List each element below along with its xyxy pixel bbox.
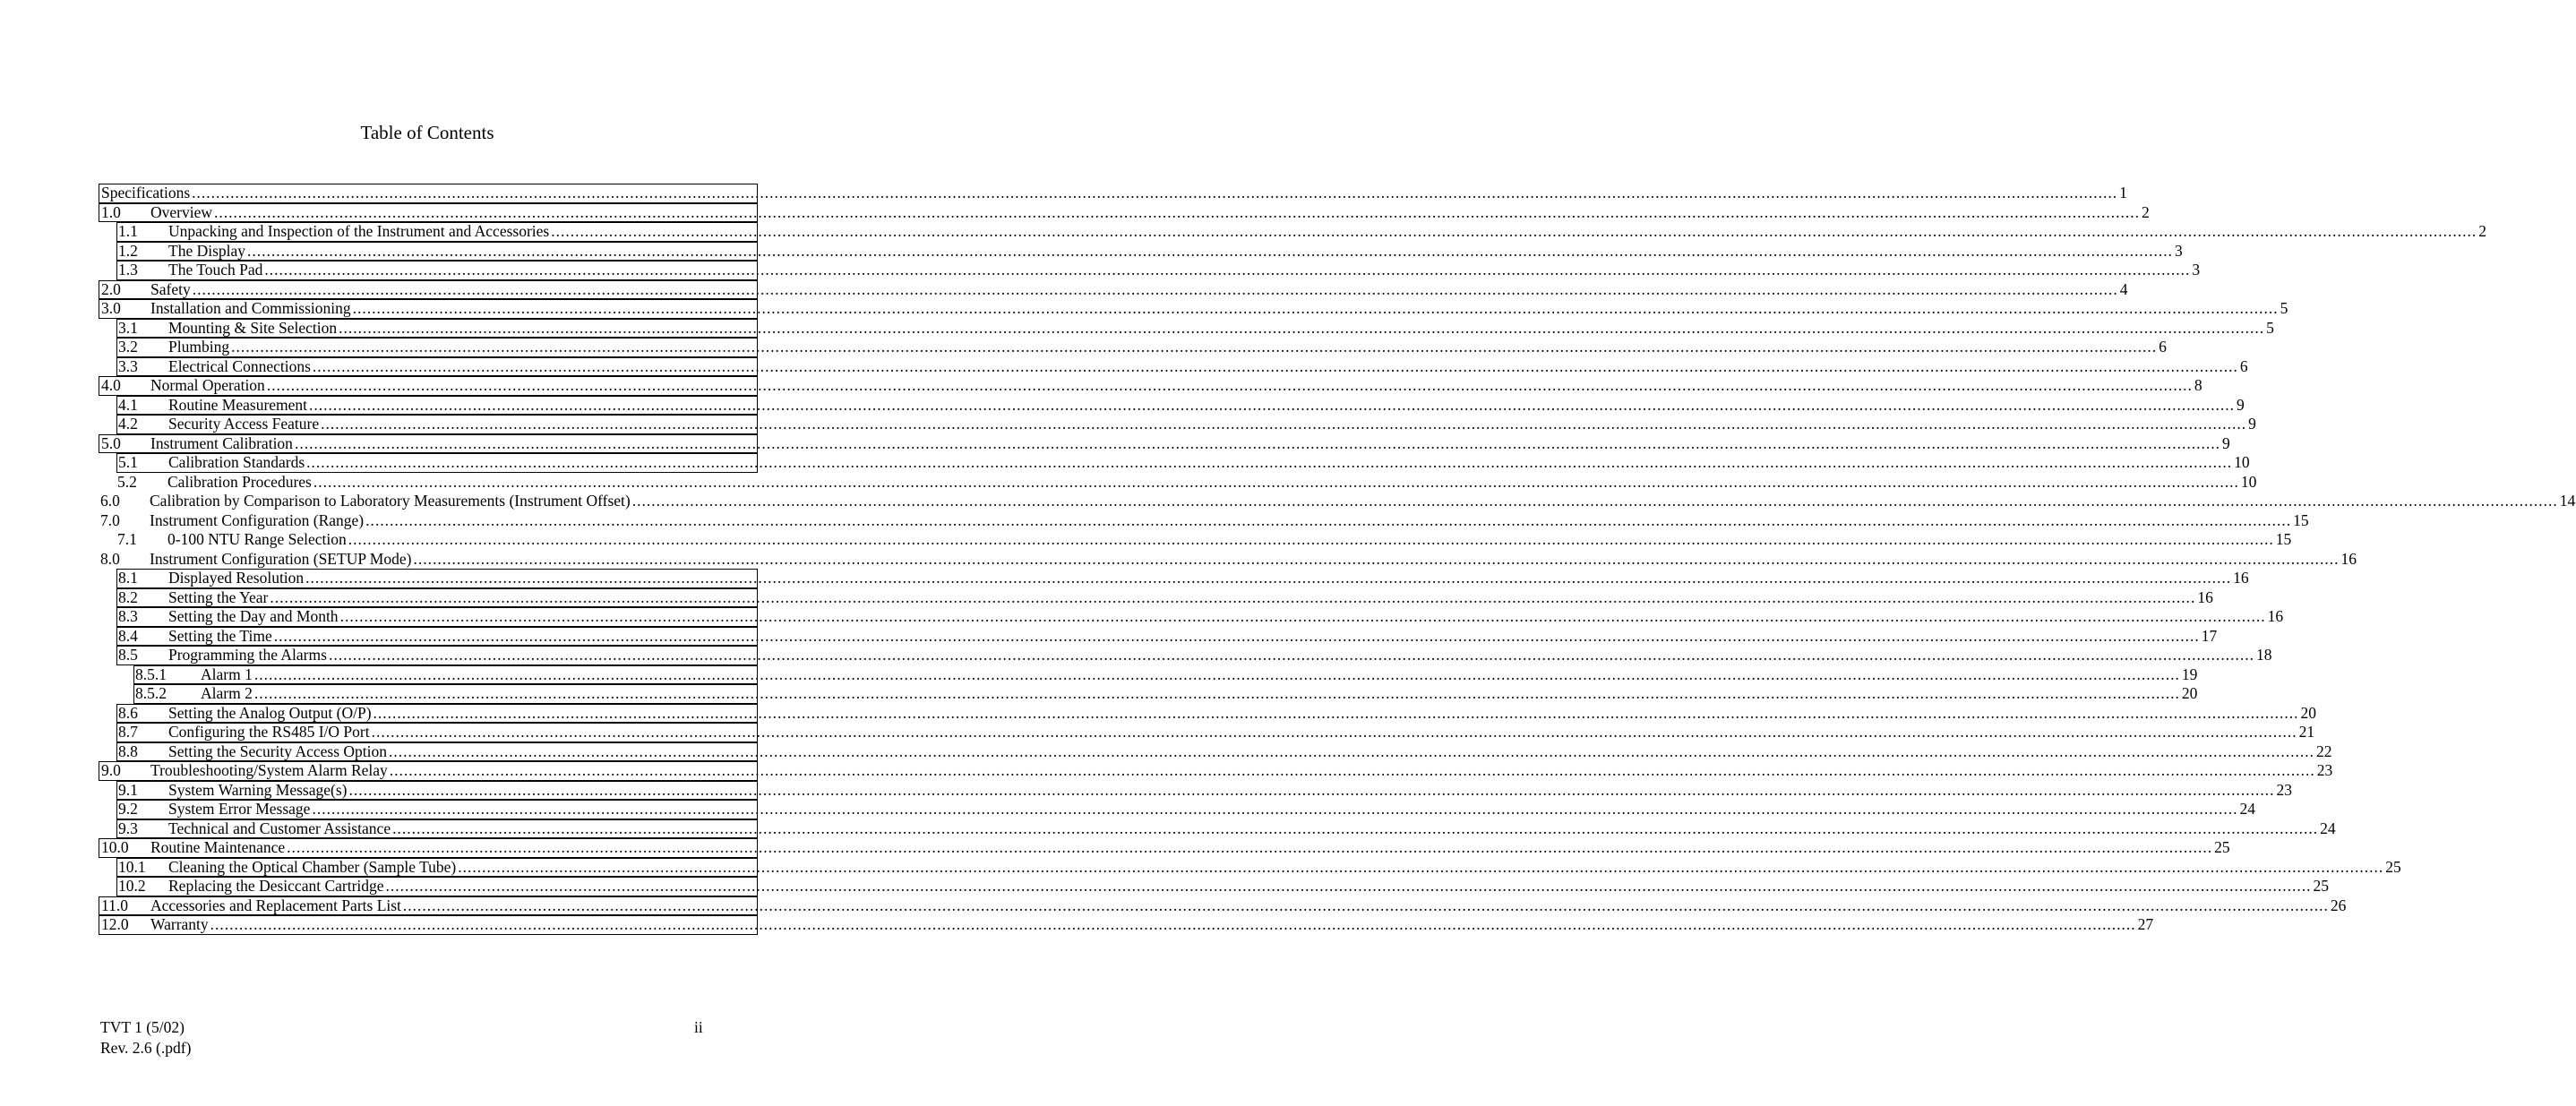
toc-entry[interactable] bbox=[116, 703, 2317, 724]
toc-entry[interactable] bbox=[116, 222, 2486, 242]
toc-dot-leader: ................................................................................................................................................................................................................................................................................................................................................................................................................ bbox=[247, 241, 2174, 260]
toc-section-number: 4.0 bbox=[101, 376, 121, 395]
toc-entry[interactable] bbox=[99, 376, 2202, 396]
toc-entry[interactable] bbox=[116, 569, 2249, 588]
toc-section-number: 8.0 bbox=[100, 549, 120, 568]
toc-dot-leader: ................................................................................................................................................................................................................................................................................................................................................................................................................ bbox=[389, 742, 2314, 760]
toc-section-title: Calibration Standards bbox=[168, 453, 305, 472]
toc-page-number: 25 bbox=[2385, 857, 2401, 876]
toc-section-title: Alarm 2 bbox=[201, 684, 253, 703]
toc-section-number: 8.4 bbox=[118, 626, 138, 645]
toc-entry[interactable] bbox=[116, 646, 2272, 665]
toc-page-number: 21 bbox=[2298, 723, 2315, 742]
toc-section-number: 10.2 bbox=[118, 877, 146, 896]
toc-page-number: 25 bbox=[2313, 877, 2330, 896]
toc-dot-leader: ................................................................................................................................................................................................................................................................................................................................................................................................................ bbox=[214, 202, 2141, 221]
toc-section-number: 8.2 bbox=[118, 587, 138, 606]
toc-section-number: 1.1 bbox=[118, 222, 138, 241]
toc-page-number: 22 bbox=[2316, 742, 2332, 760]
toc-dot-leader: ................................................................................................................................................................................................................................................................................................................................................................................................................ bbox=[264, 261, 2191, 279]
footer-doc-id: TVT 1 (5/02) bbox=[100, 1018, 185, 1036]
toc-dot-leader: ................................................................................................................................................................................................................................................................................................................................................................................................................ bbox=[348, 780, 2275, 799]
toc-section-title: Calibration Procedures bbox=[167, 472, 312, 491]
toc-section-number: 5.0 bbox=[101, 433, 121, 452]
toc-section-title: Overview bbox=[150, 202, 213, 221]
toc-section-title: Accessories and Replacement Parts List bbox=[150, 896, 401, 914]
toc-section-title: Programming the Alarms bbox=[168, 646, 327, 664]
toc-section-number: 9.1 bbox=[118, 780, 138, 799]
toc-page-number: 6 bbox=[2239, 356, 2248, 375]
toc-section-title: Technical and Customer Assistance bbox=[168, 819, 391, 837]
toc-page-number: 16 bbox=[2340, 549, 2357, 568]
toc-section-number: 6.0 bbox=[100, 492, 120, 510]
toc-page-number: 2 bbox=[2142, 202, 2150, 221]
toc-entry[interactable] bbox=[116, 453, 2250, 473]
toc-page-number: 5 bbox=[2280, 299, 2288, 318]
toc-entry[interactable] bbox=[116, 723, 2315, 742]
toc-entry[interactable] bbox=[99, 184, 2127, 203]
toc-section-title: Alarm 1 bbox=[201, 664, 253, 683]
toc-section-title: Plumbing bbox=[168, 338, 230, 356]
footer-revision: Rev. 2.6 (.pdf) bbox=[100, 1039, 192, 1057]
toc-dot-leader: ................................................................................................................................................................................................................................................................................................................................................................................................................ bbox=[389, 761, 2315, 780]
toc-entry[interactable] bbox=[99, 761, 2333, 781]
toc-section-number: 9.2 bbox=[118, 800, 138, 819]
toc-page-number: 5 bbox=[2266, 318, 2274, 337]
toc-section-title: Routine Measurement bbox=[168, 395, 308, 414]
toc-dot-leader: ................................................................................................................................................................................................................................................................................................................................................................................................................ bbox=[192, 279, 2118, 298]
toc-page-number: 6 bbox=[2159, 338, 2167, 356]
toc-section-title: Mounting & Site Selection bbox=[168, 318, 338, 337]
toc-entry[interactable] bbox=[99, 896, 2347, 916]
toc-dot-leader: ................................................................................................................................................................................................................................................................................................................................................................................................................ bbox=[328, 646, 2254, 664]
toc-dot-leader: ................................................................................................................................................................................................................................................................................................................................................................................................................ bbox=[352, 299, 2279, 318]
toc-section-title: Unpacking and Inspection of the Instrument and Accessories bbox=[168, 222, 550, 241]
toc-page-number: 24 bbox=[2239, 800, 2255, 819]
toc-dot-leader: ................................................................................................................................................................................................................................................................................................................................................................................................................ bbox=[339, 607, 2266, 626]
toc-section-number: 8.7 bbox=[118, 723, 138, 742]
toc-page-number: 24 bbox=[2320, 819, 2336, 837]
toc-page-number: 16 bbox=[2267, 607, 2284, 626]
toc-entry[interactable] bbox=[116, 877, 2330, 896]
toc-section-title: Instrument Configuration (Range) bbox=[150, 510, 365, 529]
toc-page-number: 15 bbox=[2275, 530, 2292, 549]
toc-dot-leader: ................................................................................................................................................................................................................................................................................................................................................................................................................ bbox=[312, 356, 2238, 375]
toc-entry[interactable] bbox=[99, 279, 2128, 300]
toc-dot-leader: ................................................................................................................................................................................................................................................................................................................................................................................................................ bbox=[631, 492, 2558, 510]
toc-section-number: 4.2 bbox=[118, 415, 138, 433]
toc-dot-leader: ................................................................................................................................................................................................................................................................................................................................................................................................................ bbox=[306, 453, 2233, 472]
footer-left bbox=[100, 1017, 191, 1059]
toc-dot-leader: ................................................................................................................................................................................................................................................................................................................................................................................................................ bbox=[309, 395, 2236, 414]
toc-section-number: 8.3 bbox=[118, 607, 138, 626]
toc-entry[interactable] bbox=[99, 838, 2230, 858]
toc-dot-leader: ................................................................................................................................................................................................................................................................................................................................................................................................................ bbox=[305, 569, 2232, 587]
toc-dot-leader: ................................................................................................................................................................................................................................................................................................................................................................................................................ bbox=[312, 800, 2238, 819]
toc-dot-leader: ................................................................................................................................................................................................................................................................................................................................................................................................................ bbox=[339, 318, 2265, 337]
toc-dot-leader: ................................................................................................................................................................................................................................................................................................................................................................................................................ bbox=[287, 838, 2213, 857]
toc-entry[interactable] bbox=[99, 492, 2576, 511]
toc-dot-leader: ................................................................................................................................................................................................................................................................................................................................................................................................................ bbox=[371, 723, 2297, 742]
toc-dot-leader: ................................................................................................................................................................................................................................................................................................................................................................................................................ bbox=[551, 222, 2477, 241]
toc-section-number: 3.3 bbox=[118, 356, 138, 375]
toc-entry[interactable] bbox=[116, 338, 2167, 357]
toc-section-number: 8.1 bbox=[118, 569, 138, 587]
toc-page-number: 16 bbox=[2197, 587, 2213, 606]
toc-section-title: Warranty bbox=[150, 915, 209, 934]
toc-entry[interactable] bbox=[116, 356, 2248, 377]
toc-entry[interactable] bbox=[116, 857, 2401, 878]
toc-page-number: 3 bbox=[2175, 241, 2183, 260]
toc-dot-leader: ................................................................................................................................................................................................................................................................................................................................................................................................................ bbox=[365, 510, 2292, 529]
toc-section-number: 8.5 bbox=[118, 646, 138, 664]
toc-entry[interactable] bbox=[116, 415, 2256, 434]
toc-dot-leader: ................................................................................................................................................................................................................................................................................................................................................................................................................ bbox=[348, 530, 2274, 549]
table-of-contents bbox=[99, 184, 2576, 935]
toc-section-number: 12.0 bbox=[101, 915, 129, 934]
toc-section-title: Security Access Feature bbox=[168, 415, 320, 433]
toc-page-number: 19 bbox=[2181, 664, 2198, 683]
toc-dot-leader: ................................................................................................................................................................................................................................................................................................................................................................................................................ bbox=[270, 587, 2196, 606]
toc-page-number: 14 bbox=[2559, 492, 2576, 510]
toc-section-number: 10.1 bbox=[118, 857, 146, 876]
toc-page-number: 25 bbox=[2214, 838, 2230, 857]
toc-page-number: 18 bbox=[2255, 646, 2272, 664]
toc-entry[interactable] bbox=[116, 530, 2292, 550]
toc-section-number: 3.0 bbox=[101, 299, 121, 318]
toc-dot-leader: ................................................................................................................................................................................................................................................................................................................................................................................................................ bbox=[294, 433, 2220, 452]
toc-section-number: 3.2 bbox=[118, 338, 138, 356]
toc-page-number: 16 bbox=[2233, 569, 2249, 587]
toc-page-number: 2 bbox=[2478, 222, 2486, 241]
toc-entry[interactable] bbox=[116, 819, 2336, 839]
toc-section-title: Replacing the Desiccant Cartridge bbox=[168, 877, 384, 896]
toc-section-number: 10.0 bbox=[101, 838, 129, 857]
toc-entry[interactable] bbox=[116, 472, 2257, 493]
toc-page-number: 17 bbox=[2201, 626, 2218, 645]
toc-entry[interactable] bbox=[99, 433, 2230, 454]
toc-section-number: 8.5.2 bbox=[135, 684, 167, 703]
toc-entry[interactable] bbox=[99, 510, 2309, 531]
toc-section-number: 8.8 bbox=[118, 742, 138, 760]
toc-section-title: Setting the Security Access Option bbox=[168, 742, 387, 760]
toc-section-title: Setting the Time bbox=[168, 626, 272, 645]
toc-entry[interactable] bbox=[116, 742, 2332, 762]
toc-page-number: 9 bbox=[2221, 433, 2230, 452]
toc-section-title: Instrument Configuration (SETUP Mode) bbox=[150, 549, 412, 568]
toc-section-title: Calibration by Comparison to Laboratory Measurements (Instrument Offset) bbox=[150, 492, 631, 510]
footer-page-number: ii bbox=[694, 1018, 703, 1036]
toc-dot-leader: ................................................................................................................................................................................................................................................................................................................................................................................................................ bbox=[253, 664, 2180, 683]
toc-section-title: Instrument Calibration bbox=[150, 433, 293, 452]
toc-dot-leader: ................................................................................................................................................................................................................................................................................................................................................................................................................ bbox=[253, 684, 2180, 703]
toc-section-number: 4.1 bbox=[118, 395, 138, 414]
toc-section-title: Setting the Analog Output (O/P) bbox=[168, 703, 372, 722]
toc-dot-leader: ................................................................................................................................................................................................................................................................................................................................................................................................................ bbox=[385, 877, 2312, 896]
toc-section-title: Routine Maintenance bbox=[150, 838, 286, 857]
toc-section-title: Cleaning the Optical Chamber (Sample Tube) bbox=[168, 857, 457, 876]
toc-page-number: 4 bbox=[2119, 279, 2128, 298]
toc-page-number: 27 bbox=[2137, 915, 2154, 934]
toc-dot-leader: ................................................................................................................................................................................................................................................................................................................................................................................................................ bbox=[321, 415, 2247, 433]
toc-entry[interactable] bbox=[116, 318, 2274, 339]
toc-section-title: Displayed Resolution bbox=[168, 569, 305, 587]
toc-entry[interactable] bbox=[116, 780, 2292, 801]
toc-page-number: 10 bbox=[2234, 453, 2250, 472]
toc-page-number: 9 bbox=[2237, 395, 2245, 414]
toc-section-number: 8.5.1 bbox=[135, 664, 167, 683]
toc-dot-leader: ................................................................................................................................................................................................................................................................................................................................................................................................................ bbox=[402, 896, 2329, 914]
toc-page-number: 23 bbox=[2316, 761, 2333, 780]
toc-section-number: 5.1 bbox=[118, 453, 138, 472]
toc-section-number: 1.2 bbox=[118, 241, 138, 260]
toc-section-title: System Error Message bbox=[168, 800, 311, 819]
toc-section-number: 9.0 bbox=[101, 761, 121, 780]
toc-entry[interactable] bbox=[99, 915, 2154, 935]
toc-dot-leader: ................................................................................................................................................................................................................................................................................................................................................................................................................ bbox=[373, 703, 2299, 722]
toc-page-number: 9 bbox=[2248, 415, 2256, 433]
toc-page-number: 8 bbox=[2194, 376, 2202, 395]
toc-section-title: Normal Operation bbox=[150, 376, 265, 395]
toc-section-number: 1.3 bbox=[118, 261, 138, 279]
toc-page-number: 26 bbox=[2330, 896, 2347, 914]
toc-section-title: Setting the Year bbox=[168, 587, 269, 606]
toc-entry[interactable] bbox=[116, 607, 2284, 627]
toc-page-number: 1 bbox=[2119, 184, 2127, 202]
toc-section-number: 7.1 bbox=[117, 530, 137, 549]
toc-section-title: Setting the Day and Month bbox=[168, 607, 339, 626]
toc-page-number: 10 bbox=[2240, 472, 2257, 491]
toc-dot-leader: ................................................................................................................................................................................................................................................................................................................................................................................................................ bbox=[266, 376, 2193, 395]
toc-entry[interactable] bbox=[116, 800, 2255, 819]
toc-dot-leader: ................................................................................................................................................................................................................................................................................................................................................................................................................ bbox=[231, 338, 2158, 356]
toc-section-number: 3.1 bbox=[118, 318, 138, 337]
toc-section-title: System Warning Message(s) bbox=[168, 780, 348, 799]
toc-section-number: 11.0 bbox=[101, 896, 128, 914]
toc-section-number: 9.3 bbox=[118, 819, 138, 837]
page-title: Table of Contents bbox=[360, 122, 494, 143]
toc-dot-leader: ................................................................................................................................................................................................................................................................................................................................................................................................................ bbox=[392, 819, 2319, 837]
toc-entry[interactable] bbox=[116, 395, 2245, 416]
toc-page-number: 3 bbox=[2192, 261, 2201, 279]
toc-section-number: 7.0 bbox=[100, 510, 120, 529]
toc-entry[interactable] bbox=[99, 299, 2288, 319]
toc-section-title: 0-100 NTU Range Selection bbox=[167, 530, 347, 549]
toc-dot-leader: ................................................................................................................................................................................................................................................................................................................................................................................................................ bbox=[413, 549, 2340, 568]
toc-page-number: 15 bbox=[2293, 510, 2309, 529]
toc-dot-leader: ................................................................................................................................................................................................................................................................................................................................................................................................................ bbox=[210, 915, 2136, 934]
toc-entry[interactable] bbox=[99, 202, 2150, 223]
toc-dot-leader: ................................................................................................................................................................................................................................................................................................................................................................................................................ bbox=[273, 626, 2200, 645]
toc-page-number: 23 bbox=[2276, 780, 2292, 799]
toc-page-number: 20 bbox=[2300, 703, 2317, 722]
toc-entry[interactable] bbox=[133, 664, 2198, 685]
toc-section-title: Troubleshooting/System Alarm Relay bbox=[150, 761, 388, 780]
toc-section-title: Specifications bbox=[101, 184, 191, 202]
toc-dot-leader: ................................................................................................................................................................................................................................................................................................................................................................................................................ bbox=[313, 472, 2239, 491]
toc-section-title: The Touch Pad bbox=[168, 261, 263, 279]
toc-section-number: 2.0 bbox=[101, 279, 121, 298]
toc-entry[interactable] bbox=[116, 261, 2201, 280]
toc-entry[interactable] bbox=[99, 549, 2357, 570]
toc-section-title: Electrical Connections bbox=[168, 356, 311, 375]
toc-section-title: Safety bbox=[150, 279, 191, 298]
toc-section-number: 1.0 bbox=[101, 202, 121, 221]
toc-dot-leader: ................................................................................................................................................................................................................................................................................................................................................................................................................ bbox=[458, 857, 2384, 876]
toc-section-number: 8.6 bbox=[118, 703, 138, 722]
toc-section-title: The Display bbox=[168, 241, 246, 260]
toc-section-title: Installation and Commissioning bbox=[150, 299, 351, 318]
toc-dot-leader: ................................................................................................................................................................................................................................................................................................................................................................................................................ bbox=[192, 184, 2118, 202]
toc-entry[interactable] bbox=[133, 684, 2198, 704]
toc-entry[interactable] bbox=[116, 626, 2218, 647]
toc-section-title: Configuring the RS485 I/O Port bbox=[168, 723, 370, 742]
toc-entry[interactable] bbox=[116, 587, 2213, 608]
toc-entry[interactable] bbox=[116, 241, 2183, 261]
toc-section-number: 5.2 bbox=[117, 472, 137, 491]
toc-page-number: 20 bbox=[2181, 684, 2198, 703]
